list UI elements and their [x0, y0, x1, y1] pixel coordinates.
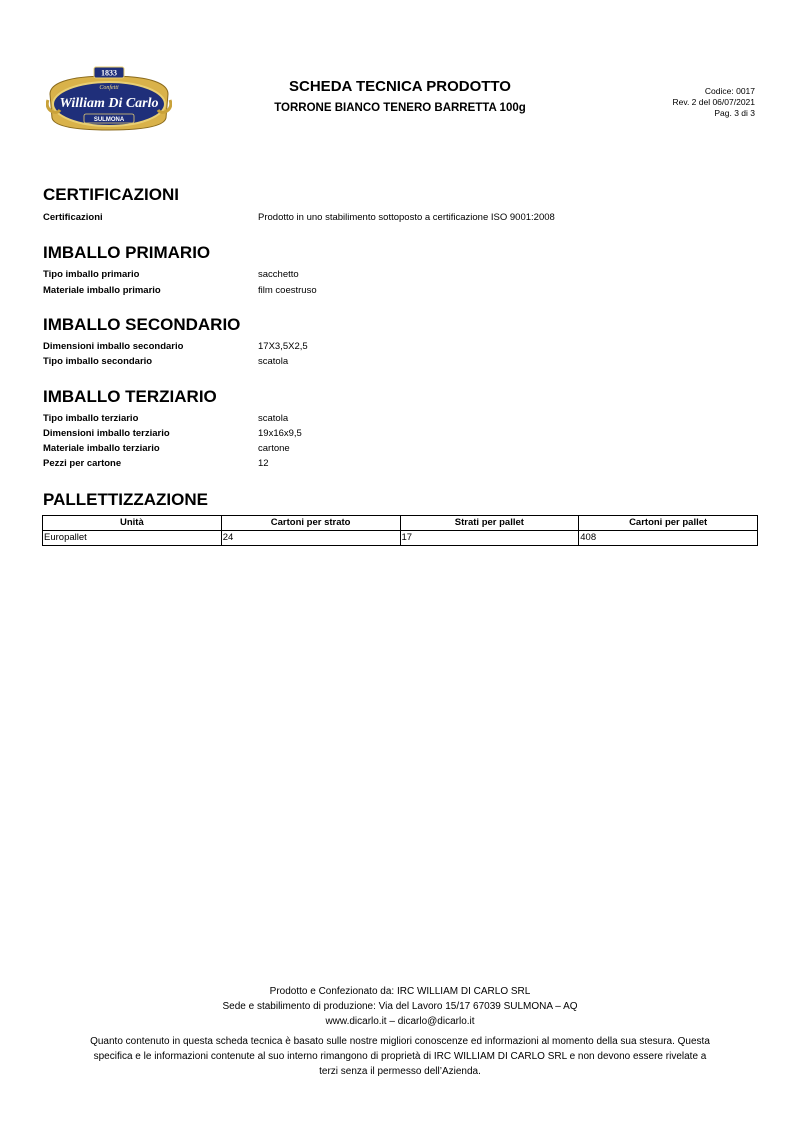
section-title-imballo-primario: IMBALLO PRIMARIO — [43, 243, 211, 262]
table-cell: 24 — [221, 531, 400, 546]
pallet-table — [42, 515, 758, 546]
page-number: Pag. 3 di 3 — [714, 108, 755, 118]
footer-contacts: www.dicarlo.it – dicarlo@dicarlo.it — [325, 1016, 475, 1027]
logo-city: SULMONA — [93, 117, 125, 123]
field-label: Tipo imballo secondario — [43, 356, 153, 367]
disclaimer-line: Quanto contenuto in questa scheda tecnica è basato sulle nostre migliori conoscenze ed informazioni al momento della sua stesura. Questa — [90, 1036, 710, 1047]
logo-confetti: Confetti — [99, 85, 119, 91]
column-header: Cartoni per strato — [221, 516, 400, 531]
table-cell: Europallet — [43, 531, 222, 546]
field-label: Pezzi per cartone — [43, 458, 122, 469]
column-header: Unità — [43, 516, 222, 531]
footer-disclaimer — [50, 1034, 750, 1079]
field-value: 19x16x9,5 — [258, 428, 302, 439]
field-value: scatola — [258, 413, 289, 424]
field-label: Materiale imballo primario — [43, 285, 161, 296]
table-cell: 17 — [400, 531, 579, 546]
table-cell: 408 — [579, 531, 758, 546]
document-meta — [672, 86, 755, 119]
logo-brand: William Di Carlo — [59, 96, 159, 111]
section-title-imballo-terziario: IMBALLO TERZIARIO — [43, 387, 217, 406]
footer-producer: Prodotto e Confezionato da: IRC WILLIAM DI CARLO SRL — [269, 986, 531, 997]
field-label: Dimensioni imballo terziario — [43, 428, 170, 439]
footer-company — [60, 984, 740, 1029]
field-value: Prodotto in uno stabilimento sottoposto a certificazione ISO 9001:2008 — [258, 212, 555, 223]
field-value: 17X3,5X2,5 — [258, 341, 308, 352]
field-label: Certificazioni — [43, 212, 103, 223]
field-label: Tipo imballo primario — [43, 269, 140, 280]
field-value: cartone — [258, 443, 290, 454]
section-title-pallettizzazione: PALLETTIZZAZIONE — [43, 490, 208, 509]
field-label: Materiale imballo terziario — [43, 443, 160, 454]
table-row — [43, 531, 758, 546]
field-value: film coestruso — [258, 285, 317, 296]
document-code: Codice: 0017 — [704, 86, 755, 96]
column-header: Strati per pallet — [400, 516, 579, 531]
disclaimer-line: terzi senza il permesso dell’Azienda. — [319, 1066, 481, 1077]
table-header-row — [43, 516, 758, 531]
document-title: SCHEDA TECNICA PRODOTTO — [289, 78, 511, 95]
product-name: TORRONE BIANCO TENERO BARRETTA 100g — [274, 102, 526, 114]
field-label: Tipo imballo terziario — [43, 413, 139, 424]
disclaimer-line: specifica e le informazioni contenute al suo interno rimangono di proprietà di IRC WILLIAM DI CARLO SRL e non devono essere rivelate a — [93, 1051, 707, 1062]
column-header: Cartoni per pallet — [579, 516, 758, 531]
field-value: scatola — [258, 356, 289, 367]
field-value: sacchetto — [258, 269, 299, 280]
section-title-imballo-secondario: IMBALLO SECONDARIO — [43, 315, 241, 334]
footer-address: Sede e stabilimento di produzione: Via del Lavoro 15/17 67039 SULMONA – AQ — [222, 1001, 578, 1012]
document-revision: Rev. 2 del 06/07/2021 — [672, 97, 755, 107]
logo-year: 1833 — [101, 68, 117, 78]
field-label: Dimensioni imballo secondario — [43, 341, 184, 352]
section-title-certificazioni: CERTIFICAZIONI — [43, 185, 179, 204]
field-value: 12 — [258, 458, 269, 469]
company-logo — [46, 64, 172, 136]
